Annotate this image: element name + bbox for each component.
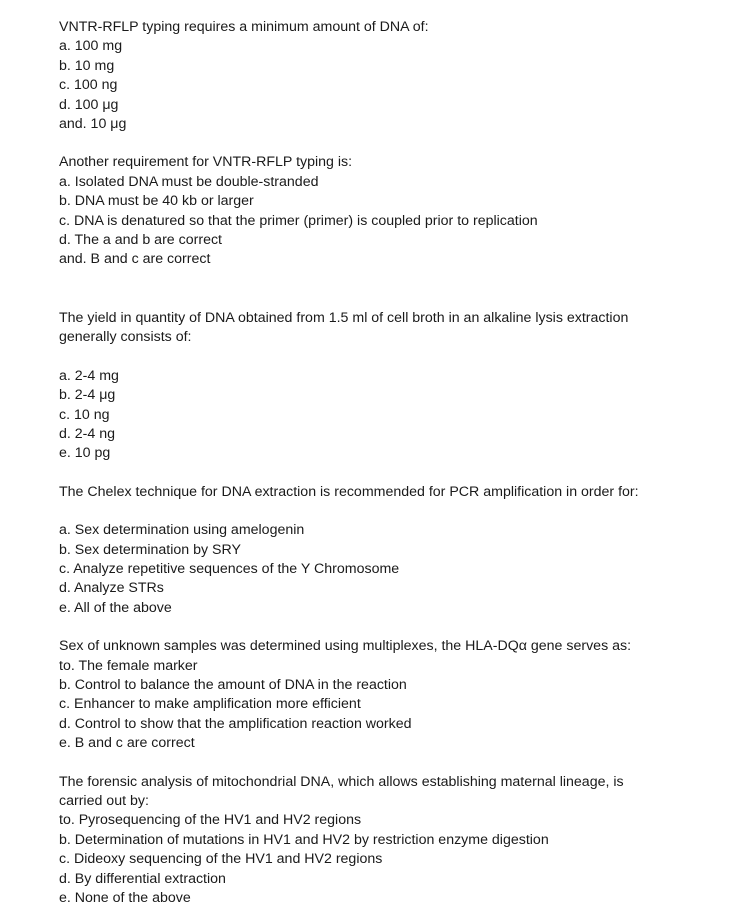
answer-option: a. Sex determination using amelogenin [59, 522, 305, 539]
answer-option: d. Analyze STRs [59, 580, 164, 597]
question-prompt: VNTR-RFLP typing requires a minimum amount of DNA of: [59, 19, 429, 35]
question-6 [59, 773, 719, 909]
answer-option: c. 10 ng [59, 406, 110, 423]
document-page [59, 18, 719, 908]
answer-option: b. 10 mg [59, 57, 115, 74]
question-3 [59, 309, 719, 464]
question-4 [59, 483, 719, 618]
answer-option: e. B and c are correct [59, 735, 195, 752]
question-2 [59, 153, 719, 269]
answer-option: b. 2-4 μg [59, 387, 116, 404]
question-1 [59, 18, 719, 134]
answer-option: c. DNA is denatured so that the primer (primer) is coupled prior to replication [59, 212, 538, 229]
answer-option: d. By differential extraction [59, 870, 226, 887]
answer-option: to. Pyrosequencing of the HV1 and HV2 regions [59, 812, 362, 829]
question-prompt: The Chelex technique for DNA extraction is recommended for PCR amplification in order for: [59, 483, 639, 500]
answer-option: a. Isolated DNA must be double-stranded [59, 173, 319, 190]
answer-option: b. Control to balance the amount of DNA in the reaction [59, 676, 407, 693]
answer-option: a. 2-4 mg [59, 367, 119, 384]
answer-option: d. 2-4 ng [59, 425, 116, 442]
answer-option: to. The female marker [59, 657, 198, 674]
answer-option: c. Analyze repetitive sequences of the Y Chromosome [59, 560, 400, 577]
answer-option: c. 100 ng [59, 77, 118, 94]
answer-option: d. Control to show that the amplification reaction worked [59, 715, 412, 732]
question-prompt: Sex of unknown samples was determined using multiplexes, the HLA-DQα gene serves as: [59, 638, 632, 655]
answer-option: c. Dideoxy sequencing of the HV1 and HV2 regions [59, 851, 383, 868]
answer-option: b. DNA must be 40 kb or larger [59, 193, 254, 210]
question-prompt-line: generally consists of: [59, 329, 192, 346]
answer-option: and. 10 μg [59, 116, 127, 133]
answer-option: e. All of the above [59, 599, 172, 616]
answer-option: a. 100 mg [59, 38, 123, 55]
question-prompt-line: The yield in quantity of DNA obtained from 1.5 ml of cell broth in an alkaline lysis extraction [59, 309, 629, 326]
question-prompt: Another requirement for VNTR-RFLP typing is: [59, 154, 353, 171]
answer-option: e. None of the above [59, 890, 191, 907]
answer-option: e. 10 pg [59, 445, 111, 462]
answer-option: and. B and c are correct [59, 251, 211, 268]
question-5 [59, 637, 719, 753]
answer-option: b. Determination of mutations in HV1 and HV2 by restriction enzyme digestion [59, 831, 549, 848]
answer-option: d. 100 μg [59, 96, 119, 113]
answer-option: b. Sex determination by SRY [59, 541, 241, 558]
answer-option: d. The a and b are correct [59, 232, 222, 249]
answer-option: c. Enhancer to make amplification more efficient [59, 696, 361, 713]
question-prompt-line: The forensic analysis of mitochondrial DNA, which allows establishing maternal lineage, is [59, 773, 624, 790]
question-prompt-line: carried out by: [59, 793, 149, 809]
